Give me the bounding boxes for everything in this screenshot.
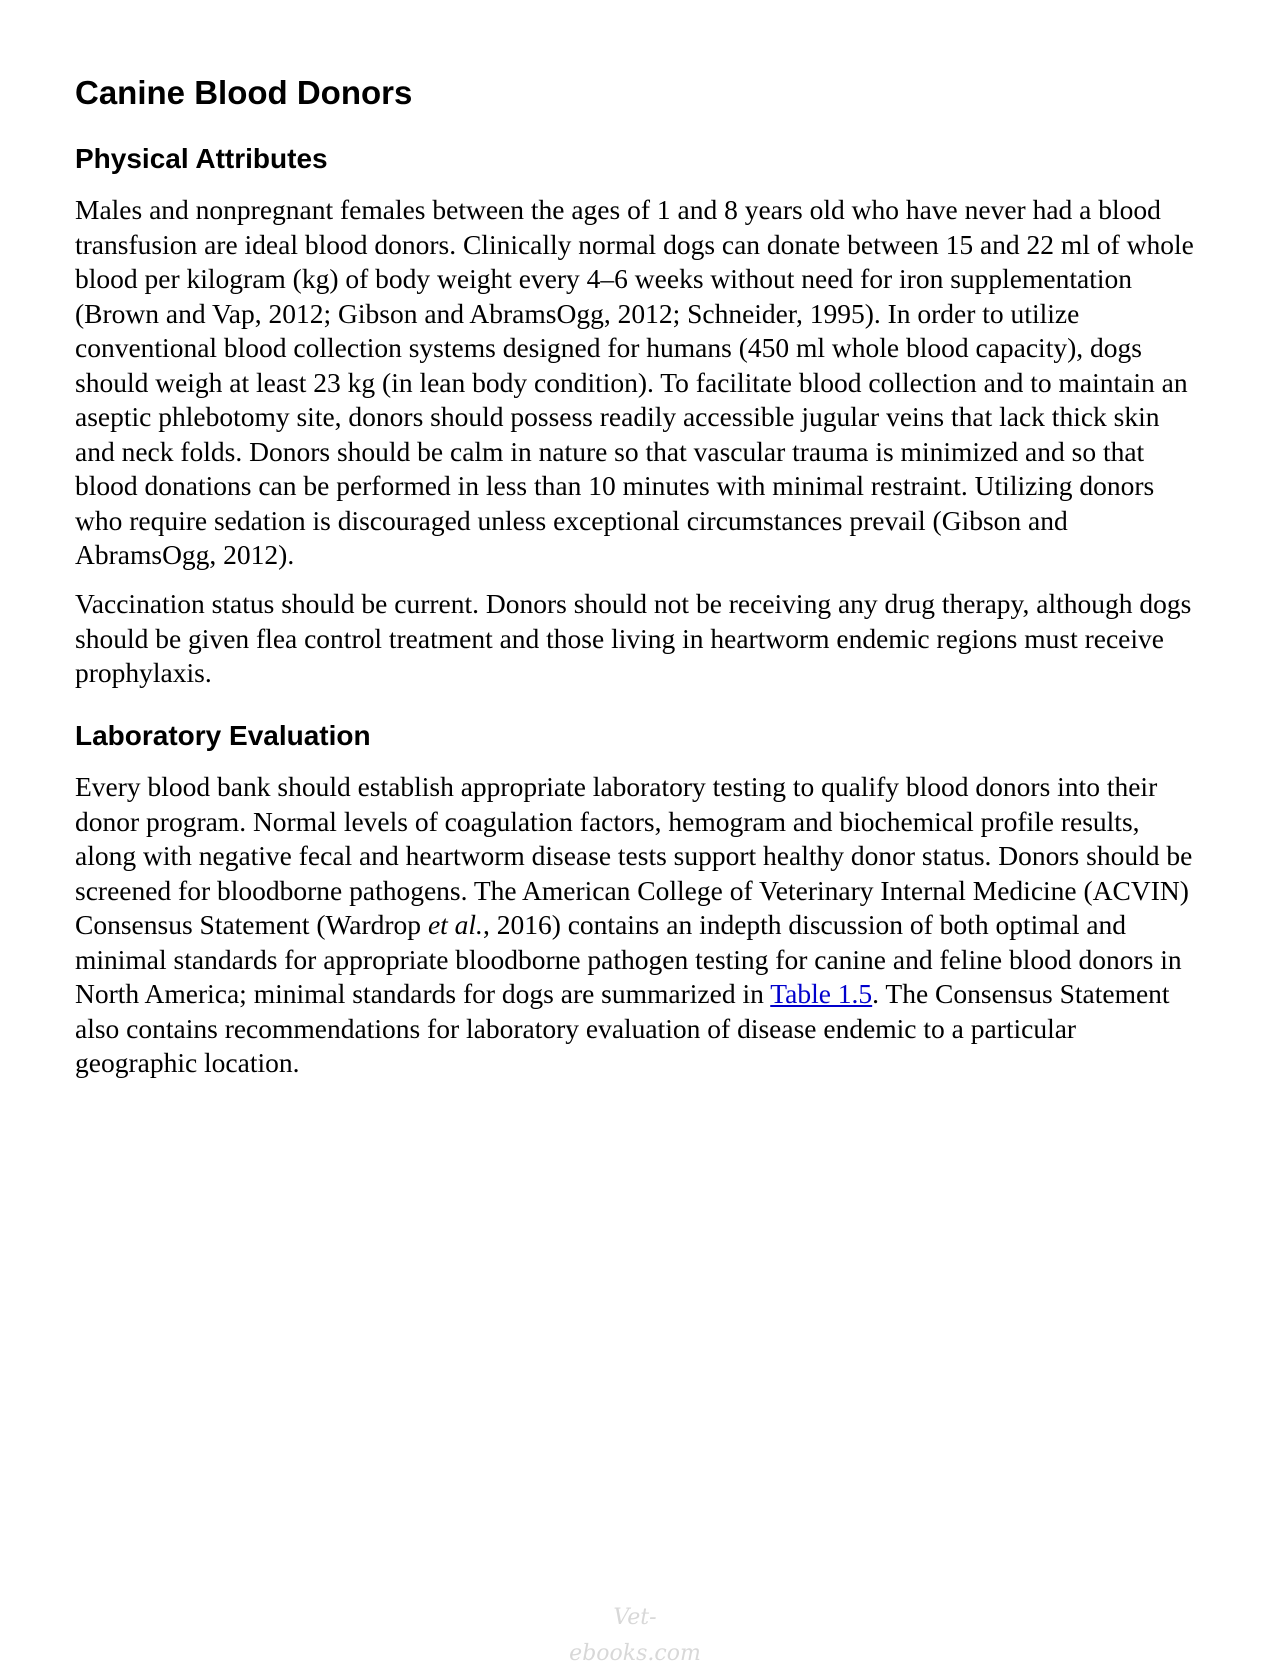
- italic-citation: et al.: [427, 909, 483, 940]
- paragraph-physical-attributes-2: Vaccination status should be current. Donors should not be receiving any drug therapy, although dogs should be given flea control treatment and those living in heartworm endemic regions must receive prophylaxis.: [75, 588, 1192, 688]
- paragraph-laboratory-evaluation: [75, 770, 1205, 1081]
- table-link[interactable]: Table 1.5: [770, 978, 873, 1009]
- section-heading-physical-attributes: Physical Attributes: [75, 143, 328, 174]
- page-title: Canine Blood Donors: [75, 74, 413, 111]
- watermark-logo: Vet-ebooks.com: [569, 1605, 701, 1666]
- paragraph-text: Every blood bank should establish appropriate laboratory testing to qualify blood donors into their donor program. Normal levels of coagulation factors, hemogram and biochemical profile results, along with negative fecal and heartworm disease tests support healthy donor status. Donors should be screened for bloodborne pathogens. The American College of Veterinary Internal Medicine (ACVIN) Consensus Statement (Wardrop: [75, 771, 1193, 940]
- paragraph-text: . The Consensus Statement also contains recommendations for laboratory evaluation of disease endemic to a particular geographic location.: [75, 978, 1170, 1078]
- paragraph-physical-attributes-1: Males and nonpregnant females between the ages of 1 and 8 years old who have never had a blood transfusion are ideal blood donors. Clinically normal dogs can donate between 15 and 22 ml of whole blood per kilogram (kg) of body weight every 4–6 weeks without need for iron supplementation (Brown and Vap, 2012; Gibson and AbramsOgg, 2012; Schneider, 1995). In order to utilize conventional blood collection systems designed for humans (450 ml whole blood capacity), dogs should weigh at least 23 kg (in lean body condition). To facilitate blood collection and to maintain an aseptic phlebotomy site, donors should possess readily accessible jugular veins that lack thick skin and neck folds. Donors should be calm in nature so that vascular trauma is minimized and so that blood donations can be performed in less than 10 minutes with minimal restraint. Utilizing donors who require sedation is discouraged unless exceptional circumstances prevail (Gibson and AbramsOgg, 2012).: [75, 194, 1194, 570]
- section-heading-laboratory-evaluation: Laboratory Evaluation: [75, 720, 371, 751]
- paragraph-text: , 2016) contains an indepth discussion of both optimal and minimal standards for appropriate bloodborne pathogen testing for canine and feline blood donors in North America; minimal standards for dogs are summarized in: [75, 909, 1182, 1009]
